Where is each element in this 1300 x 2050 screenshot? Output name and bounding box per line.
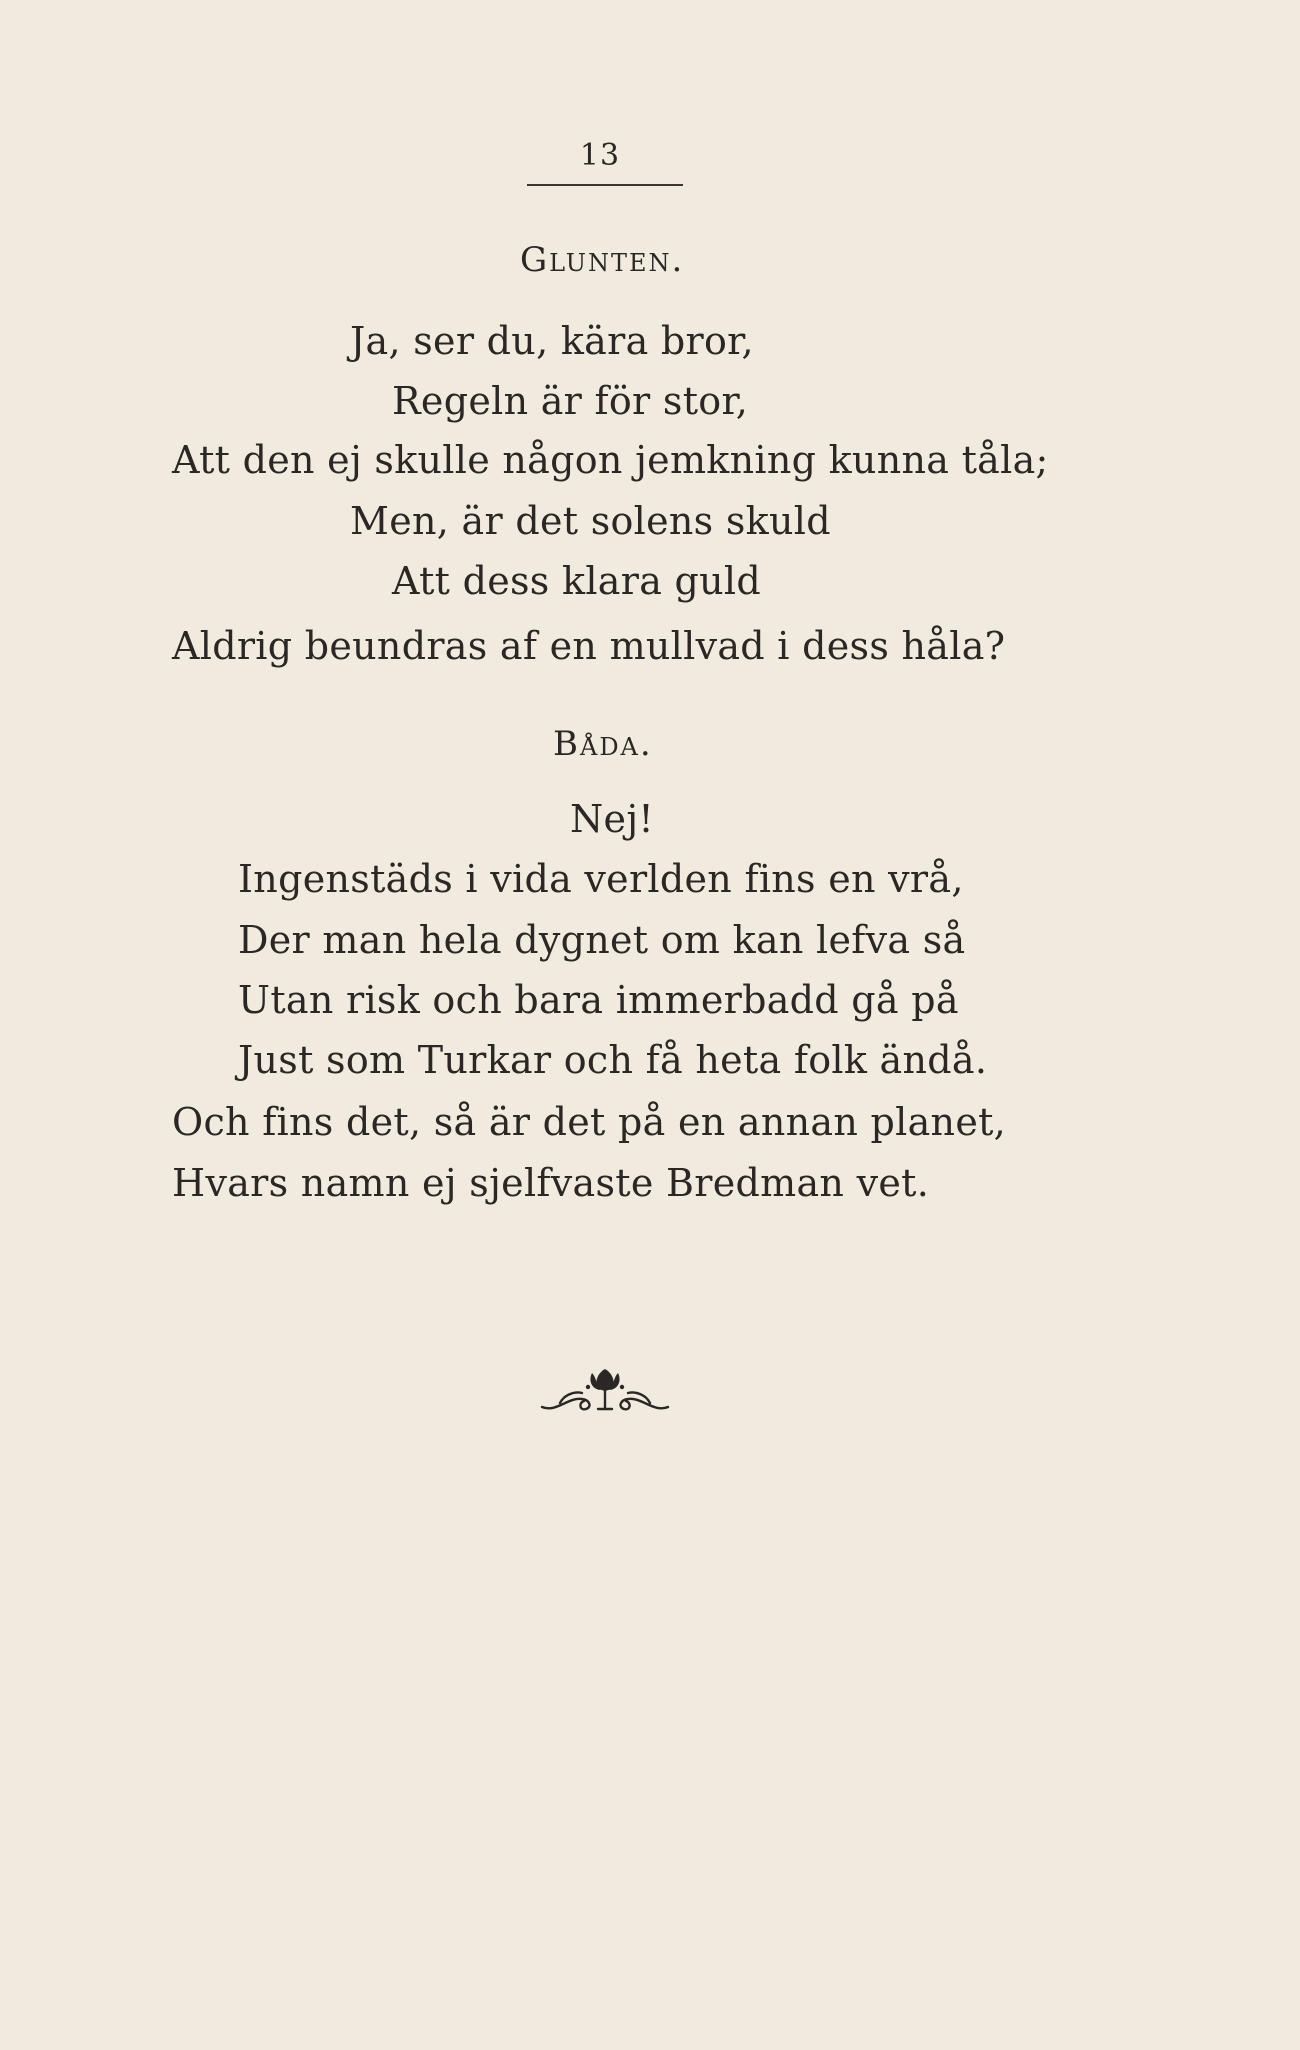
verse-line: Ja, ser du, kära bror,: [350, 319, 754, 363]
speaker-heading-bada: Båda.: [553, 724, 653, 764]
speaker-heading-glunten: Glunten.: [520, 240, 685, 280]
verse-line: Der man hela dygnet om kan lefva så: [238, 918, 966, 962]
verse-line: Nej!: [570, 797, 654, 841]
verse-line: Att den ej skulle någon jemkning kunna tåla;: [172, 438, 1049, 482]
page-number: 13: [579, 138, 621, 173]
verse-line: Ingenstäds i vida verlden fins en vrå,: [238, 857, 964, 901]
page-number-rule: [527, 184, 683, 186]
floral-ornament-icon: [538, 1363, 672, 1417]
verse-line: Hvars namn ej sjelfvaste Bredman vet.: [172, 1161, 930, 1205]
verse-line: Och fins det, så är det på en annan planet,: [172, 1100, 1007, 1144]
verse-line: Att dess klara guld: [392, 559, 762, 603]
verse-line: Regeln är för stor,: [392, 379, 749, 423]
verse-line: Just som Turkar och få heta folk ändå.: [238, 1038, 988, 1082]
verse-line: Men, är det solens skuld: [350, 499, 831, 543]
verse-line: Aldrig beundras af en mullvad i dess håla?: [172, 624, 1006, 668]
verse-line: Utan risk och bara immerbadd gå på: [238, 978, 959, 1022]
